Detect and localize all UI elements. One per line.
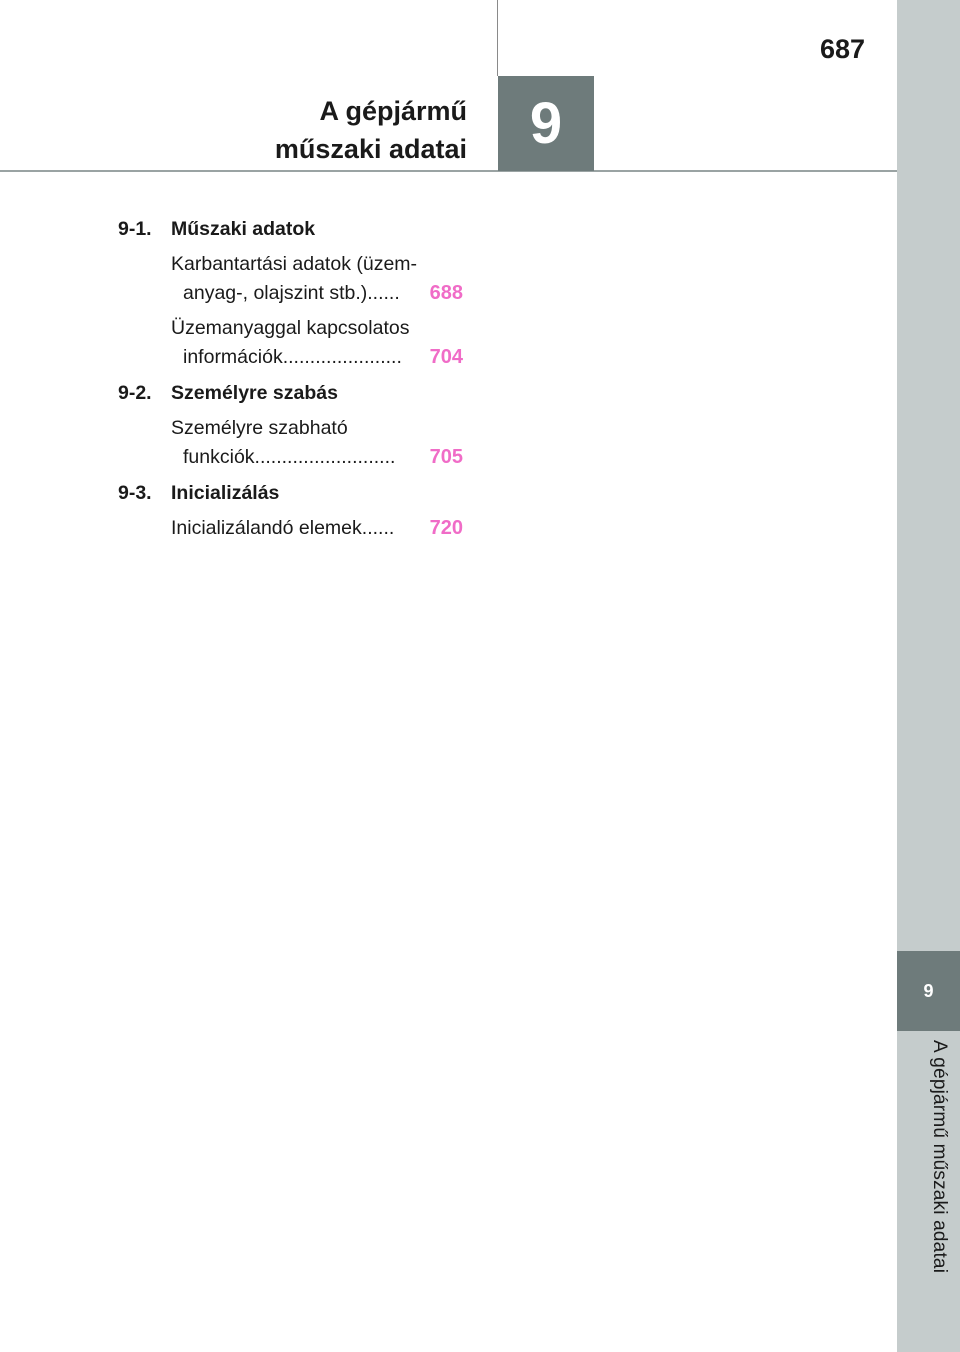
toc-section-9-2[interactable] [118,378,463,408]
page-link[interactable]: 688 [429,282,463,304]
side-chapter-tab[interactable] [897,951,960,1031]
entry-line2: anyag-, olajszint stb.) [183,282,368,304]
toc-entry-fuel-info[interactable] [171,314,463,372]
section-number: 9-3. [118,481,152,504]
toc-entry-maintenance-data[interactable] [171,250,463,308]
chapter-number: 9 [529,91,563,156]
page-link[interactable]: 720 [429,517,463,539]
leader-dots: .......................... [254,446,396,468]
entry-line1: Üzemanyaggal kapcsolatos [171,317,410,339]
entry-line1: Karbantartási adatok (üzem- [171,253,418,275]
side-chapter-label: A gépjármű műszaki adatai [929,1040,950,1274]
section-title: Személyre szabás [171,381,338,404]
chapter-title-line1: A gépjármű [319,96,467,126]
section-number: 9-2. [118,381,152,404]
section-title: Műszaki adatok [171,217,316,240]
page-link[interactable]: 705 [429,446,463,468]
header-vertical-rule [497,0,498,76]
section-number: 9-1. [118,217,152,240]
page-number: 687 [820,34,866,64]
chapter-title-line2: műszaki adatai [274,134,467,164]
chapter-title [275,92,467,168]
entry-line2: Inicializálandó elemek [171,517,362,539]
leader-dots: ...................... [282,346,402,368]
entry-line1: Személyre szabható [171,417,348,439]
chapter-number-box [498,76,594,171]
toc-entry-customizable-features[interactable] [171,414,463,472]
page-link[interactable]: 704 [429,346,463,368]
entry-line2: információk [183,346,283,368]
table-of-contents [118,214,463,549]
section-title: Inicializálás [171,481,280,504]
entry-line2: funkciók [183,446,255,468]
header-horizontal-rule [0,170,897,172]
toc-section-9-1[interactable] [118,214,463,244]
leader-dots: ...... [367,282,400,304]
side-tab-number: 9 [923,980,934,1001]
toc-section-9-3[interactable] [118,478,463,508]
toc-entry-items-to-initialize[interactable] [171,514,463,543]
leader-dots: ...... [361,517,395,539]
